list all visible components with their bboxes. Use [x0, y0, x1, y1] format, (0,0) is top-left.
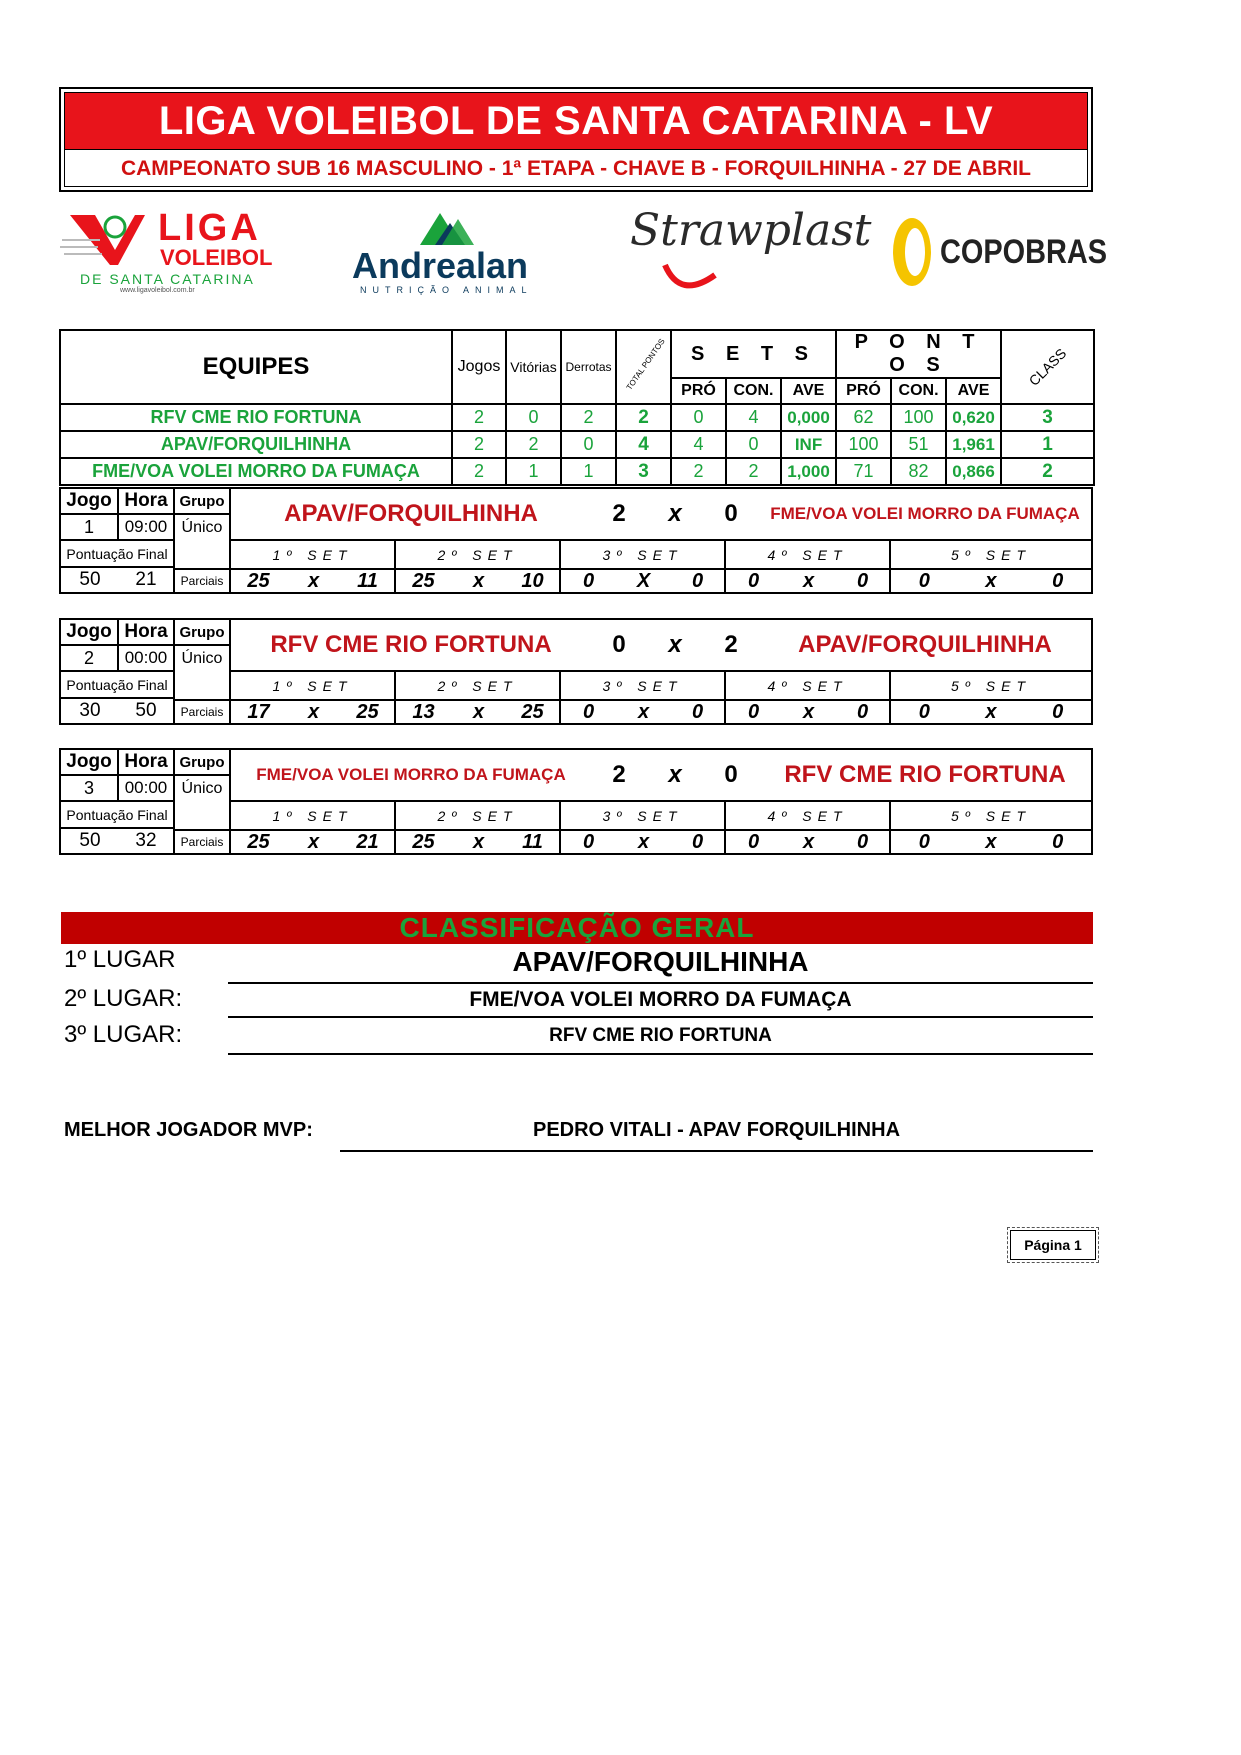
team-name: RFV CME RIO FORTUNA	[60, 404, 452, 431]
set-3-label: 3º SET	[561, 802, 726, 829]
parciais-label: Parciais	[175, 699, 231, 723]
class-value: 1	[1001, 431, 1094, 458]
set-1-label: 1º SET	[231, 541, 396, 568]
set-1-separator: x	[286, 699, 341, 723]
pts-pro-value: 100	[836, 431, 891, 458]
set-1-label: 1º SET	[231, 802, 396, 829]
set-4-away-score: 0	[836, 699, 891, 723]
pontuacao-label: Pontuação Final	[61, 672, 175, 699]
set-5-away-score: 0	[1024, 699, 1091, 723]
total-value: 2	[616, 404, 671, 431]
pts-pro-value: 71	[836, 458, 891, 485]
set-1-home-score: 17	[231, 699, 286, 723]
game-time: 00:00	[119, 776, 175, 802]
sets-pro-value: 2	[671, 458, 726, 485]
home-sets: 2	[591, 489, 647, 541]
away-points: 21	[119, 568, 175, 592]
copobras-logo	[890, 215, 1107, 295]
away-team: APAV/FORQUILHINHA	[759, 620, 1091, 672]
pontuacao-label: Pontuação Final	[61, 541, 175, 568]
set-3-separator: x	[616, 829, 671, 853]
set-3-separator: X	[616, 568, 671, 592]
col-derrotas: Derrotas	[561, 330, 616, 404]
vitorias-value: 0	[506, 404, 561, 431]
set-4-home-score: 0	[726, 699, 781, 723]
hora-label: Hora	[119, 620, 175, 646]
grupo-label: Grupo	[175, 750, 231, 776]
home-team: APAV/FORQUILHINHA	[231, 489, 591, 541]
game-number: 2	[61, 646, 119, 672]
set-4-away-score: 0	[836, 829, 891, 853]
home-team: RFV CME RIO FORTUNA	[231, 620, 591, 672]
place-3-team: RFV CME RIO FORTUNA	[228, 1020, 1093, 1055]
derrotas-value: 0	[561, 431, 616, 458]
col-sets-ave: AVE	[781, 378, 836, 404]
derrotas-value: 1	[561, 458, 616, 485]
game-card-1	[59, 487, 1093, 594]
vitorias-value: 2	[506, 431, 561, 458]
set-4-separator: x	[781, 829, 836, 853]
pts-con-value: 100	[891, 404, 946, 431]
set-5-home-score: 0	[891, 699, 958, 723]
away-points: 50	[119, 699, 175, 723]
away-team: FME/VOA VOLEI MORRO DA FUMAÇA	[759, 489, 1091, 541]
col-pts-con: CON.	[891, 378, 946, 404]
jogo-label: Jogo	[61, 750, 119, 776]
strawplast-name: Strawplast	[630, 205, 872, 256]
parciais-label: Parciais	[175, 829, 231, 853]
set-5-home-score: 0	[891, 568, 958, 592]
mountain-icon	[350, 205, 550, 250]
sets-ave-value: 1,000	[781, 458, 836, 485]
mvp-value: PEDRO VITALI - APAV FORQUILHINHA	[340, 1114, 1093, 1152]
set-1-separator: x	[286, 568, 341, 592]
away-sets: 2	[703, 620, 759, 672]
set-5-away-score: 0	[1024, 568, 1091, 592]
col-pontos: P O N T O S	[836, 330, 1001, 378]
away-points: 32	[119, 829, 175, 853]
liga-logo-line3: DE SANTA CATARINA	[80, 271, 255, 287]
home-points: 50	[79, 569, 101, 590]
place-3-label: 3º LUGAR:	[64, 1021, 183, 1048]
set-1-away-score: 11	[341, 568, 396, 592]
set-2-away-score: 10	[506, 568, 561, 592]
col-sets-pro: PRÓ	[671, 378, 726, 404]
home-sets: 0	[591, 620, 647, 672]
away-sets: 0	[703, 489, 759, 541]
vitorias-value: 1	[506, 458, 561, 485]
set-1-away-score: 25	[341, 699, 396, 723]
home-points: 30	[79, 700, 101, 721]
set-2-home-score: 25	[396, 568, 451, 592]
col-jogos: Jogos	[452, 330, 506, 404]
jogos-value: 2	[452, 458, 506, 485]
set-4-away-score: 0	[836, 568, 891, 592]
set-5-label: 5º SET	[950, 677, 1032, 694]
grupo-value: Único	[175, 776, 231, 802]
set-3-separator: x	[616, 699, 671, 723]
set-2-separator: x	[451, 699, 506, 723]
game-number: 3	[61, 776, 119, 802]
set-2-away-score: 25	[506, 699, 561, 723]
game-card-2	[59, 618, 1093, 725]
vs-x: x	[647, 620, 703, 672]
sets-ave-value: 0,000	[781, 404, 836, 431]
team-name: FME/VOA VOLEI MORRO DA FUMAÇA	[60, 458, 452, 485]
place-2-team: FME/VOA VOLEI MORRO DA FUMAÇA	[228, 985, 1093, 1018]
vs-x: x	[647, 489, 703, 541]
hora-label: Hora	[119, 750, 175, 776]
set-1-away-score: 21	[341, 829, 396, 853]
header	[59, 87, 1093, 192]
set-1-separator: x	[286, 829, 341, 853]
liga-logo-url: www.ligavoleibol.com.br	[120, 287, 195, 294]
set-3-label: 3º SET	[561, 541, 726, 568]
set-5-separator: x	[958, 699, 1025, 723]
place-1-label: 1º LUGAR	[64, 946, 176, 973]
set-4-separator: x	[781, 699, 836, 723]
set-2-home-score: 25	[396, 829, 451, 853]
set-4-home-score: 0	[726, 829, 781, 853]
grupo-value: Único	[175, 515, 231, 541]
standings-table	[59, 329, 1095, 486]
set-3-away-score: 0	[671, 568, 726, 592]
set-2-away-score: 11	[506, 829, 561, 853]
set-2-label: 2º SET	[396, 802, 561, 829]
grupo-value: Único	[175, 646, 231, 672]
col-sets: S E T S	[671, 330, 836, 378]
sets-con-value: 0	[726, 431, 781, 458]
col-pts-ave: AVE	[946, 378, 1001, 404]
set-2-label: 2º SET	[396, 541, 561, 568]
set-3-away-score: 0	[671, 829, 726, 853]
col-class-label: CLASS	[1025, 345, 1070, 389]
team-name: APAV/FORQUILHINHA	[60, 431, 452, 458]
copobras-name: COPOBRAS	[940, 233, 1107, 271]
set-3-home-score: 0	[561, 699, 616, 723]
set-5-separator: x	[958, 568, 1025, 592]
liga-logo	[60, 205, 275, 295]
page-number: Página 1	[1010, 1230, 1096, 1260]
set-2-home-score: 13	[396, 699, 451, 723]
table-row	[60, 404, 1094, 431]
sets-pro-value: 4	[671, 431, 726, 458]
hora-label: Hora	[119, 489, 175, 515]
set-4-separator: x	[781, 568, 836, 592]
swoosh-icon	[655, 260, 735, 300]
table-row	[60, 458, 1094, 485]
set-2-label: 2º SET	[396, 672, 561, 699]
jogos-value: 2	[452, 431, 506, 458]
place-2-label: 2º LUGAR:	[64, 985, 183, 1012]
place-1-team: APAV/FORQUILHINHA	[228, 944, 1093, 984]
sets-ave-value: INF	[781, 431, 836, 458]
page-subtitle: CAMPEONATO SUB 16 MASCULINO - 1ª ETAPA - CHAVE B - FORQUILHINHA - 27 DE ABRIL	[65, 149, 1087, 188]
col-total-pontos-label: TOTAL PONTOS	[624, 336, 667, 392]
col-pts-pro: PRÓ	[836, 378, 891, 404]
derrotas-value: 2	[561, 404, 616, 431]
grupo-label: Grupo	[175, 620, 231, 646]
andrealan-name: Andrealan	[352, 245, 529, 286]
col-total-pontos	[616, 330, 671, 404]
away-team: RFV CME RIO FORTUNA	[759, 750, 1091, 802]
liga-logo-line2: VOLEIBOL	[160, 245, 273, 270]
liga-logo-line1: LIGA	[158, 207, 261, 249]
col-vitorias: Vitórias	[506, 330, 561, 404]
col-class	[1001, 330, 1094, 404]
parciais-label: Parciais	[175, 568, 231, 592]
game-time: 00:00	[119, 646, 175, 672]
table-row	[60, 431, 1094, 458]
sets-pro-value: 0	[671, 404, 726, 431]
set-2-separator: x	[451, 568, 506, 592]
pts-con-value: 82	[891, 458, 946, 485]
pts-con-value: 51	[891, 431, 946, 458]
game-time: 09:00	[119, 515, 175, 541]
set-2-separator: x	[451, 829, 506, 853]
set-4-label: 4º SET	[726, 541, 891, 568]
set-1-home-score: 25	[231, 829, 286, 853]
set-5-away-score: 0	[1024, 829, 1091, 853]
set-3-home-score: 0	[561, 568, 616, 592]
home-sets: 2	[591, 750, 647, 802]
set-5-label: 5º SET	[950, 807, 1032, 824]
col-sets-con: CON.	[726, 378, 781, 404]
set-3-away-score: 0	[671, 699, 726, 723]
jogos-value: 2	[452, 404, 506, 431]
andrealan-logo	[350, 205, 550, 295]
pts-ave-value: 0,620	[946, 404, 1001, 431]
class-value: 3	[1001, 404, 1094, 431]
away-sets: 0	[703, 750, 759, 802]
sets-con-value: 2	[726, 458, 781, 485]
copobras-emblem-icon	[890, 215, 935, 290]
total-value: 4	[616, 431, 671, 458]
set-1-home-score: 25	[231, 568, 286, 592]
set-3-home-score: 0	[561, 829, 616, 853]
andrealan-tagline: NUTRIÇÃO ANIMAL	[360, 285, 533, 295]
grupo-spacer	[175, 802, 231, 829]
mvp-label: MELHOR JOGADOR MVP:	[64, 1119, 313, 1141]
page-title: LIGA VOLEIBOL DE SANTA CATARINA - LV	[65, 93, 1087, 149]
home-team: FME/VOA VOLEI MORRO DA FUMAÇA	[231, 750, 591, 802]
set-5-label: 5º SET	[950, 546, 1032, 563]
pts-ave-value: 1,961	[946, 431, 1001, 458]
jogo-label: Jogo	[61, 489, 119, 515]
set-4-label: 4º SET	[726, 672, 891, 699]
classification-title: CLASSIFICAÇÃO GERAL	[61, 912, 1093, 944]
strawplast-logo	[625, 200, 872, 300]
pontuacao-label: Pontuação Final	[61, 802, 175, 829]
set-5-home-score: 0	[891, 829, 958, 853]
set-4-home-score: 0	[726, 568, 781, 592]
home-points: 50	[79, 830, 101, 851]
sets-con-value: 4	[726, 404, 781, 431]
grupo-spacer	[175, 672, 231, 699]
jogo-label: Jogo	[61, 620, 119, 646]
set-5-separator: x	[958, 829, 1025, 853]
class-value: 2	[1001, 458, 1094, 485]
set-3-label: 3º SET	[561, 672, 726, 699]
grupo-spacer	[175, 541, 231, 568]
col-equipes: EQUIPES	[60, 330, 452, 404]
pts-ave-value: 0,866	[946, 458, 1001, 485]
vs-x: x	[647, 750, 703, 802]
pts-pro-value: 62	[836, 404, 891, 431]
game-number: 1	[61, 515, 119, 541]
grupo-label: Grupo	[175, 489, 231, 515]
set-1-label: 1º SET	[231, 672, 396, 699]
set-4-label: 4º SET	[726, 802, 891, 829]
total-value: 3	[616, 458, 671, 485]
game-card-3	[59, 748, 1093, 855]
